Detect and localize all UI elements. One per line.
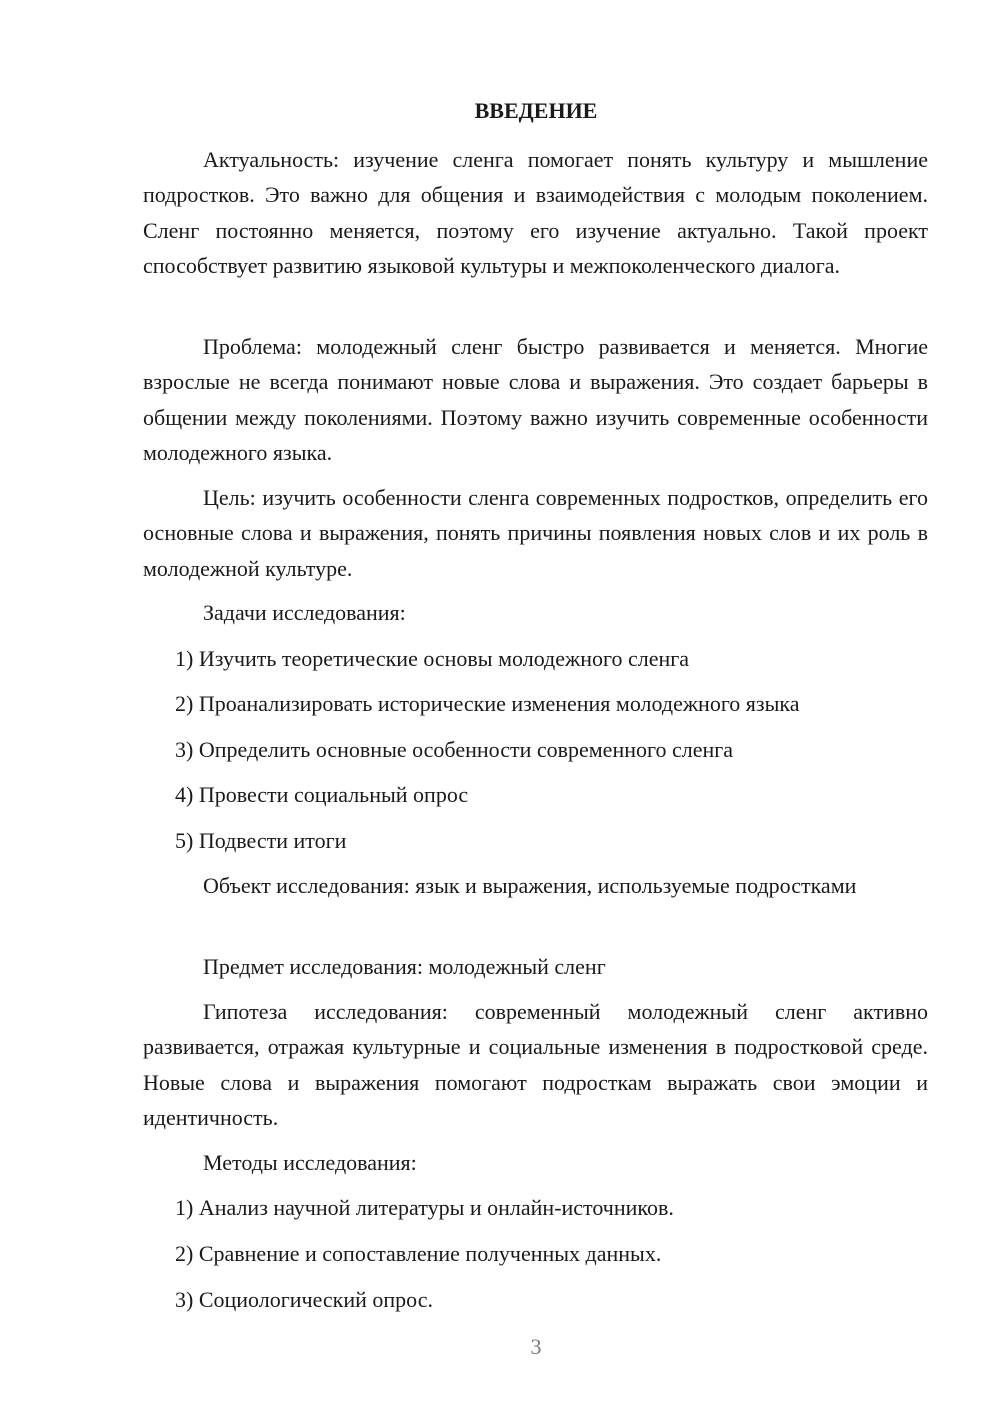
task-item-1: 1) Изучить теоретические основы молодежного сленга (175, 646, 690, 671)
method-item-2: 2) Сравнение и сопоставление полученных данных. (175, 1241, 662, 1266)
object-paragraph: Объект исследования: язык и выражения, используемые подростками (203, 873, 857, 898)
task-item-4: 4) Провести социальный опрос (175, 782, 469, 807)
methods-label: Методы исследования: (203, 1150, 417, 1175)
relevance-paragraph: Актуальность: изучение сленга помогает понять культуру и мышление подростков. Это важно для общения и взаимодействия с молодым поколением. Сленг постоянно меняется, поэтому его изучение актуально. Такой проект способствует развитию языковой культуры и межпоколенческого диалога. (143, 147, 928, 279)
task-item-5: 5) Подвести итоги (175, 828, 347, 853)
section-heading: ВВЕДЕНИЕ (474, 98, 598, 123)
hypothesis-paragraph: Гипотеза исследования: современный молодежный сленг активно развивается, отражая культурные и социальные изменения в подростковой среде. Новые слова и выражения помогают подросткам выражать свои эмоции и идентичность. (143, 999, 928, 1131)
method-item-3: 3) Социологический опрос. (175, 1287, 433, 1312)
task-item-3: 3) Определить основные особенности современного сленга (175, 737, 734, 762)
task-item-2: 2) Проанализировать исторические изменения молодежного языка (175, 691, 800, 716)
page-number: 3 (530, 1334, 542, 1359)
method-item-1: 1) Анализ научной литературы и онлайн-источников. (175, 1195, 674, 1220)
tasks-label: Задачи исследования: (203, 600, 406, 625)
goal-paragraph: Цель: изучить особенности сленга современных подростков, определить его основные слова и выражения, понять причины появления новых слов и их роль в молодежной культуре. (143, 485, 928, 581)
subject-line: Предмет исследования: молодежный сленг (203, 954, 606, 979)
problem-paragraph: Проблема: молодежный сленг быстро развивается и меняется. Многие взрослые не всегда понимают новые слова и выражения. Это создает барьеры в общении между поколениями. Поэтому важно изучить современные особенности молодежного языка. (143, 334, 928, 466)
